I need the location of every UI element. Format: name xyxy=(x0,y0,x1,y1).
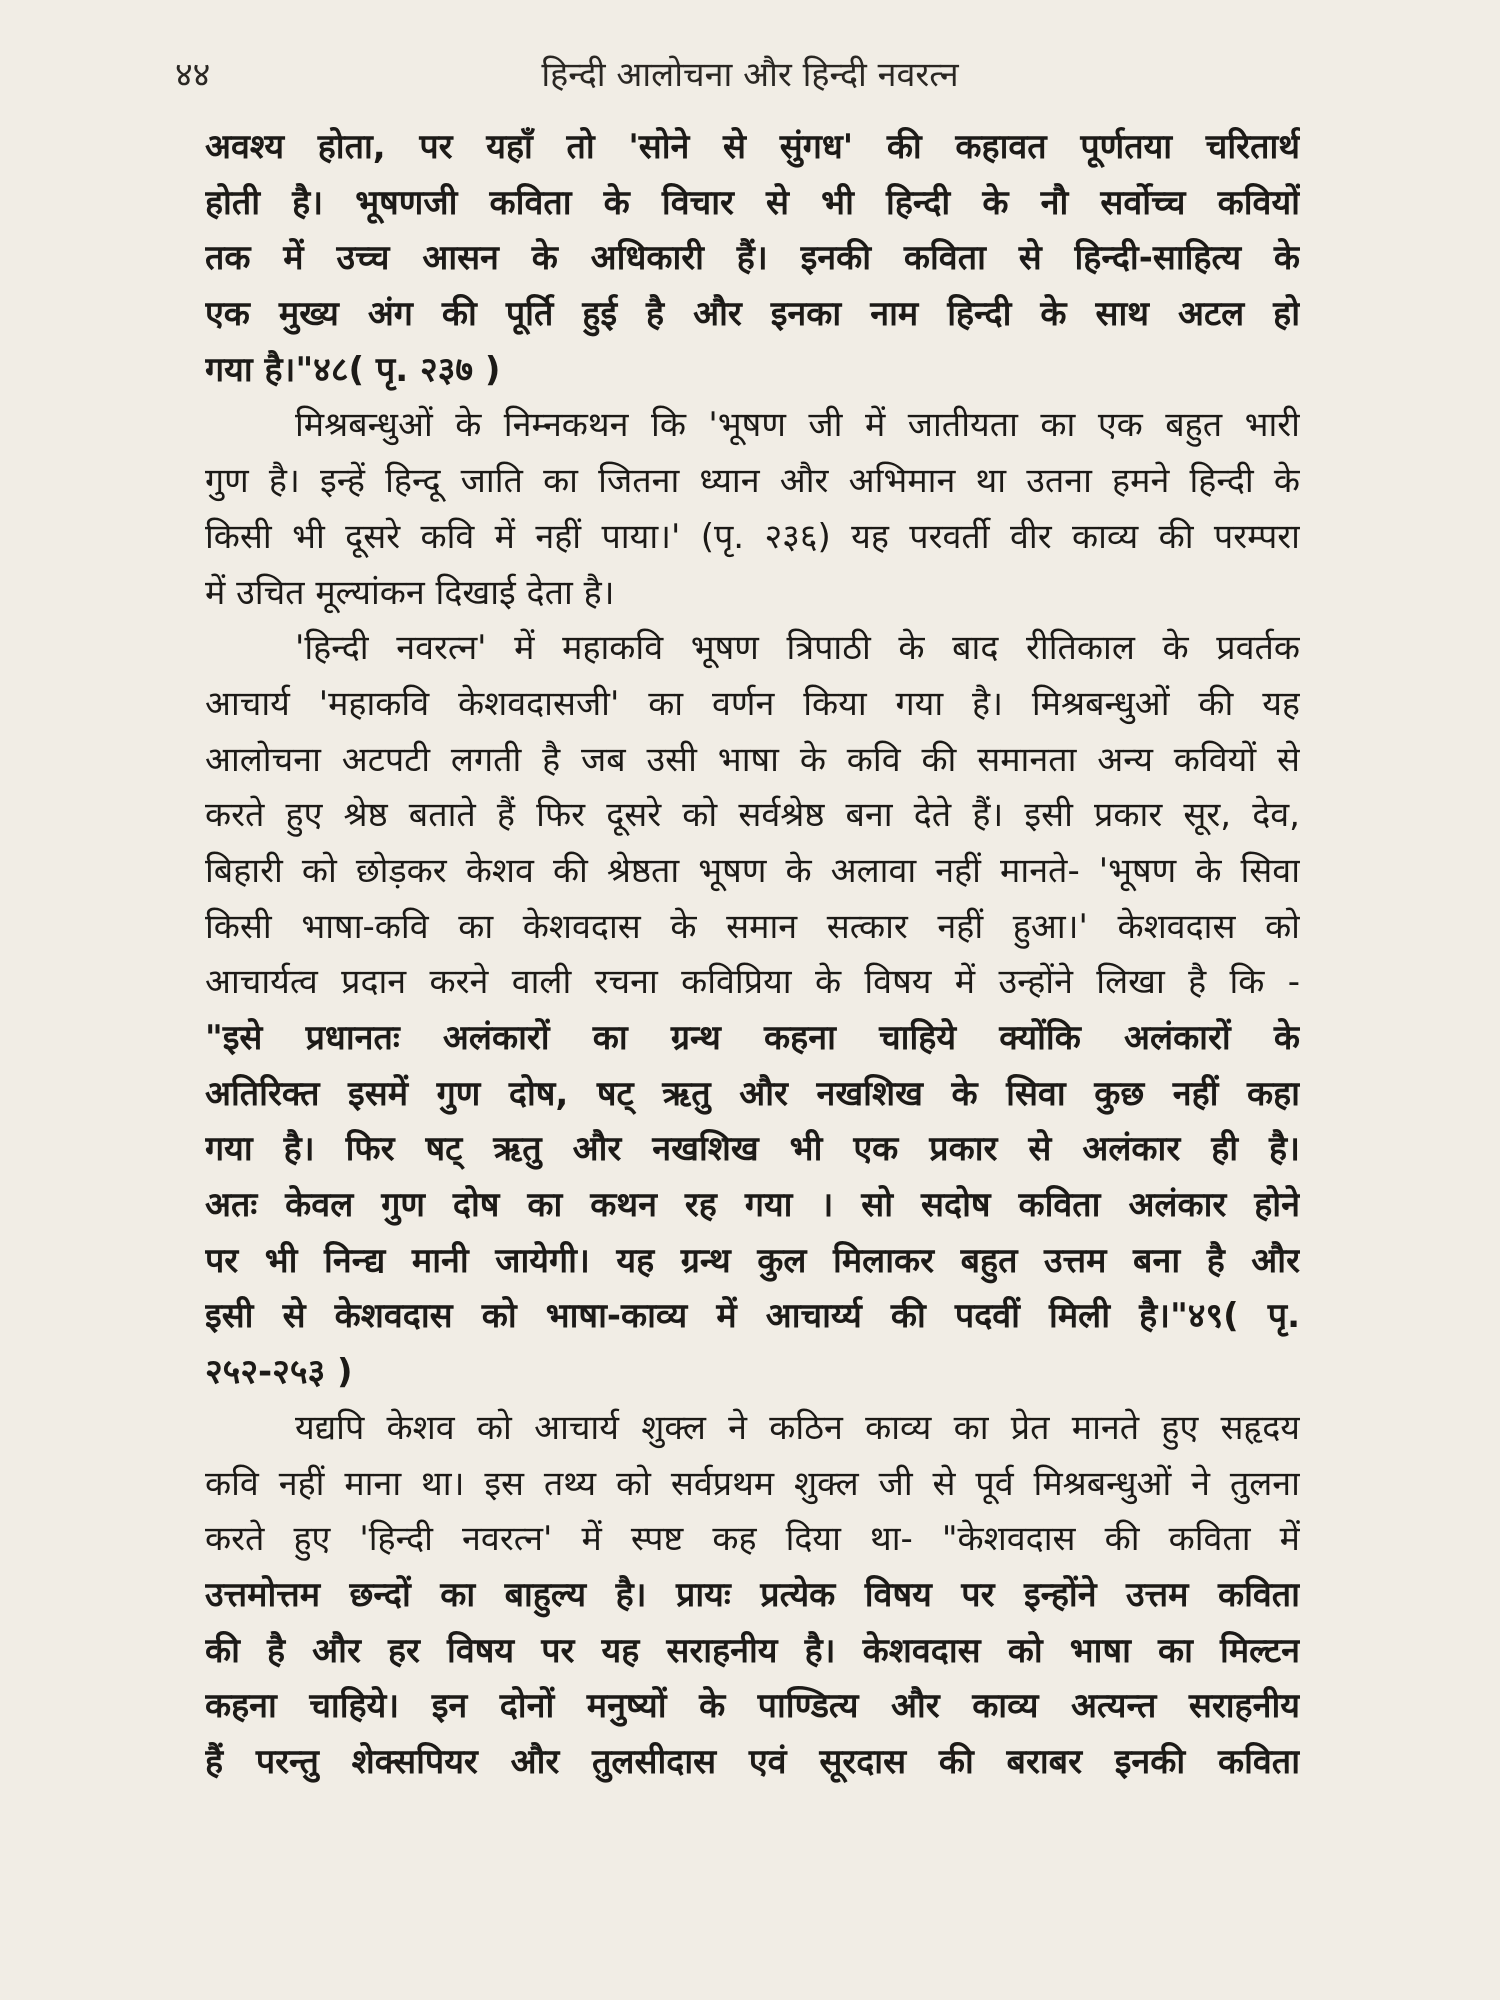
text-line: में उचित मूल्यांकन दिखाई देता है। xyxy=(205,572,615,613)
text-line: गुण है। इन्हें हिन्दू जाति का जितना ध्यान और अभिमान था उतना हमने हिन्दी के xyxy=(205,461,1300,502)
text-line: मिश्रबन्धुओं के निम्नकथन कि 'भूषण जी में जातीयता का एक बहुत भारी xyxy=(295,405,1300,446)
running-title: हिन्दी आलोचना और हिन्दी नवरत्न xyxy=(541,55,959,95)
text-line: करते हुए श्रेष्ठ बताते हैं फिर दूसरे को सर्वश्रेष्ठ बना देते हैं। इसी प्रकार सूर, देव, xyxy=(205,795,1300,836)
text-line: इसी से केशवदास को भाषा-काव्य में आचार्य्य की पदवीं मिली है।"४९( पृ. xyxy=(205,1296,1300,1337)
text-line: की है और हर विषय पर यह सराहनीय है। केशवदास को भाषा का मिल्टन xyxy=(205,1630,1300,1671)
text-line: हैं परन्तु शेक्सपियर और तुलसीदास एवं सूरदास की बराबर इनकी कविता xyxy=(205,1741,1300,1782)
text-line: होती है। भूषणजी कविता के विचार से भी हिन्दी के नौ सर्वोच्च कवियों xyxy=(205,182,1300,223)
paragraph-keshavdas-intro xyxy=(205,621,1300,1011)
paragraph-quote-bhushan xyxy=(205,120,1300,398)
text-line: गया है। फिर षट् ऋतु और नखशिख भी एक प्रकार से अलंकार ही है। xyxy=(205,1129,1300,1170)
page-number: ४४ xyxy=(175,55,211,95)
text-line: तक में उच्च आसन के अधिकारी हैं। इनकी कविता से हिन्दी-साहित्य के xyxy=(205,238,1300,279)
text-line: "इसे प्रधानतः अलंकारों का ग्रन्थ कहना चाहिये क्योंकि अलंकारों के xyxy=(205,1018,1300,1058)
paragraph-quote-kavipriya xyxy=(205,1011,1300,1401)
text-line: करते हुए 'हिन्दी नवरत्न' में स्पष्ट कह दिया था- "केशवदास की कविता में xyxy=(205,1519,1300,1560)
text-line: अतिरिक्त इसमें गुण दोष, षट् ऋतु और नखशिख के सिवा कुछ नहीं कहा xyxy=(205,1073,1300,1114)
text-line: 'हिन्दी नवरत्न' में महाकवि भूषण त्रिपाठी के बाद रीतिकाल के प्रवर्तक xyxy=(295,628,1300,669)
paragraph-shukla-comparison xyxy=(205,1401,1300,1791)
text-line: यद्यपि केशव को आचार्य शुक्ल ने कठिन काव्य का प्रेत मानते हुए सहृदय xyxy=(295,1407,1300,1448)
text-line: उत्तमोत्तम छन्दों का बाहुल्य है। प्रायः प्रत्येक विषय पर इन्होंने उत्तम कविता xyxy=(205,1574,1300,1615)
text-line: कवि नहीं माना था। इस तथ्य को सर्वप्रथम शुक्ल जी से पूर्व मिश्रबन्धुओं ने तुलना xyxy=(205,1463,1300,1504)
text-line: बिहारी को छोड़कर केशव की श्रेष्ठता भूषण के अलावा नहीं मानते- 'भूषण के सिवा xyxy=(205,850,1300,891)
text-line: आलोचना अटपटी लगती है जब उसी भाषा के कवि की समानता अन्य कवियों से xyxy=(205,739,1300,780)
text-line: अतः केवल गुण दोष का कथन रह गया । सो सदोष कविता अलंकार होने xyxy=(205,1185,1300,1226)
page-header xyxy=(175,40,1325,100)
text-line: पर भी निन्द्य मानी जायेगी। यह ग्रन्थ कुल मिलाकर बहुत उत्तम बना है और xyxy=(205,1240,1300,1281)
paragraph-mishrabandhu-bhushan xyxy=(205,398,1300,621)
text-line: गया है।"४८( पृ. २३७ ) xyxy=(205,349,501,390)
text-line: आचार्यत्व प्रदान करने वाली रचना कविप्रिया के विषय में उन्होंने लिखा है कि - xyxy=(205,962,1300,1003)
text-line: किसी भाषा-कवि का केशवदास के समान सत्कार नहीं हुआ।' केशवदास को xyxy=(205,906,1300,947)
text-line: आचार्य 'महाकवि केशवदासजी' का वर्णन किया गया है। मिश्रबन्धुओं की यह xyxy=(205,683,1300,724)
text-line: अवश्य होता, पर यहाँ तो 'सोने से सुंगध' की कहावत पूर्णतया चरितार्थ xyxy=(205,127,1300,167)
body-text xyxy=(205,120,1300,1791)
text-line: किसी भी दूसरे कवि में नहीं पाया।' (पृ. २३६) यह परवर्ती वीर काव्य की परम्परा xyxy=(205,516,1300,557)
text-line: कहना चाहिये। इन दोनों मनुष्यों के पाण्डित्य और काव्य अत्यन्त सराहनीय xyxy=(205,1686,1300,1727)
text-line: २५२-२५३ ) xyxy=(205,1352,353,1393)
text-line: एक मुख्य अंग की पूर्ति हुई है और इनका नाम हिन्दी के साथ अटल हो xyxy=(205,294,1300,335)
